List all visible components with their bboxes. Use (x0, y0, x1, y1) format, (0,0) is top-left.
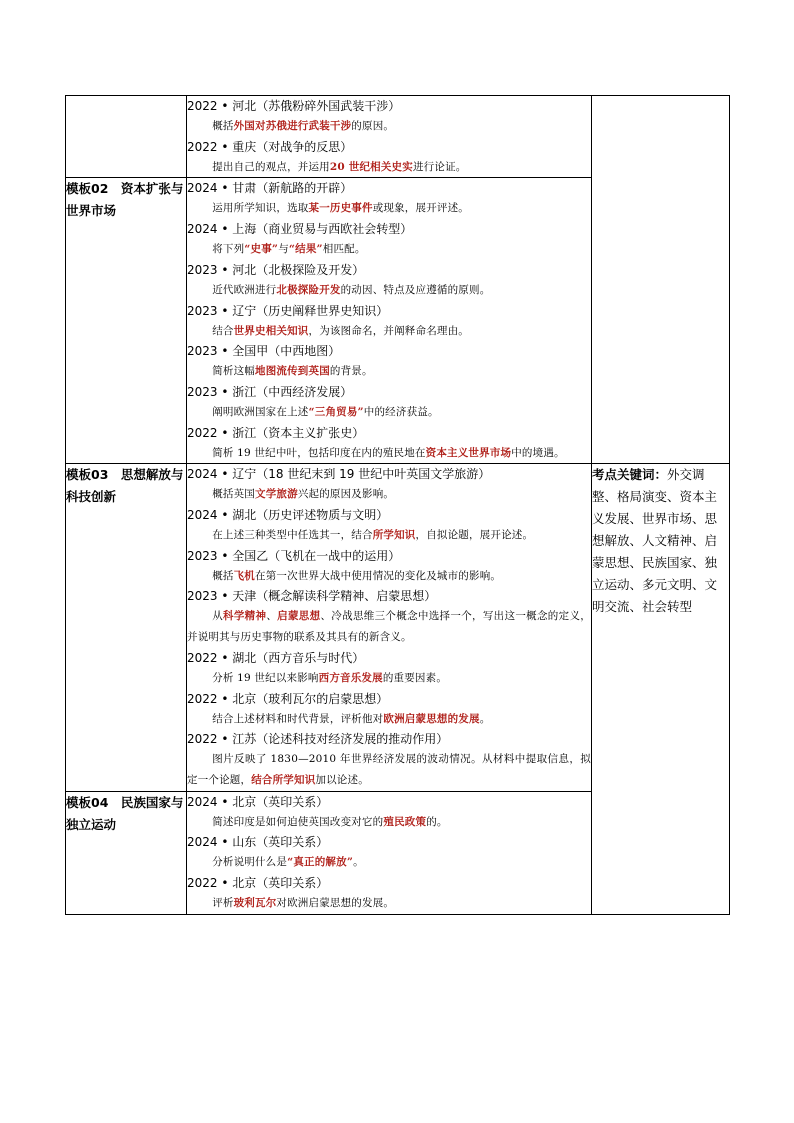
exam-item-question (187, 361, 591, 382)
question-text: 分析 19 世纪以来影响 (212, 671, 319, 684)
question-text: 提出自己的观点，并运用 (212, 160, 330, 173)
exam-item-question (187, 893, 591, 914)
exam-item-question (187, 280, 591, 301)
exam-item-source: 2023 • 辽宁（历史阐释世界史知识） (187, 303, 389, 318)
highlight-text: “史事” (244, 243, 279, 256)
highlight-text: 殖民政策 (383, 815, 427, 828)
question-text: 与 (278, 243, 289, 256)
exam-item-question (187, 484, 591, 505)
exam-item (187, 260, 591, 301)
exam-item-question (187, 606, 591, 647)
exam-item (187, 689, 591, 730)
exam-item (187, 546, 591, 587)
highlight-text: 欧洲启蒙思想的发展 (383, 712, 480, 725)
question-text: 从 (212, 610, 224, 623)
exam-item (187, 382, 591, 423)
exam-item (187, 219, 591, 260)
exam-item-question (187, 525, 591, 546)
table-row (66, 96, 730, 178)
question-text: 进行论证。 (412, 160, 467, 173)
exam-item-question (187, 709, 591, 730)
question-text: 阐明欧洲国家在上述 (212, 405, 309, 418)
exam-item-question (187, 116, 591, 137)
question-text: 概括 (212, 120, 234, 132)
exam-item-source: 2022 • 北京（英印关系） (187, 876, 329, 891)
question-text: 评析 (212, 897, 234, 910)
exam-item (187, 137, 591, 178)
question-text: 运用所学知识，选取 (212, 202, 309, 215)
items-cell (187, 96, 592, 178)
template-label: 模板02 资本扩张与世界市场 (66, 178, 187, 464)
question-text: 简析 19 世纪中叶，包括印度在内的殖民地在 (212, 446, 426, 459)
question-text: 结合上述材料和时代背景，评析他对 (212, 712, 384, 725)
question-text: 在上述三种类型中任选其一，结合 (212, 529, 373, 542)
question-text: 图片反映了 1830—2010 年世界经济发展的波动情况。从材料中提取信息，拟定一个论题， (187, 753, 591, 786)
highlight-text: 地图流传到英国 (255, 365, 330, 378)
question-text: 的原因。 (351, 120, 395, 132)
keywords-label: 考点关键词： (592, 467, 668, 483)
highlight-text: 文学旅游 (255, 488, 298, 501)
exam-item-source: 2022 • 河北（苏俄粉碎外国武装干涉） (187, 99, 401, 113)
exam-item-source: 2024 • 北京（英印关系） (187, 794, 329, 809)
items-cell (187, 791, 592, 914)
template-label: 模板03 思想解放与科技创新 (66, 464, 187, 791)
highlight-text: 启蒙思想 (277, 610, 321, 623)
exam-item (187, 832, 591, 873)
exam-item-source: 2024 • 甘肃（新航路的开辟） (187, 181, 353, 196)
question-text: 分析说明什么是 (212, 856, 288, 869)
question-text: 概括 (212, 569, 234, 582)
question-text: 将下列 (212, 243, 245, 256)
exam-item (187, 586, 591, 647)
exam-item-question (187, 157, 591, 178)
question-text: 相匹配。 (322, 243, 366, 256)
table-row (66, 464, 730, 791)
highlight-text: 结合所学知识 (251, 773, 316, 786)
exam-item-source: 2022 • 江苏（论述科技对经济发展的推动作用） (187, 732, 449, 747)
highlight-text: 某一历史事件 (308, 202, 373, 215)
highlight-text: 飞机 (233, 569, 255, 582)
question-text: 中的经济获益。 (363, 405, 439, 418)
exam-item (187, 729, 591, 790)
keywords-text: 外交调整、格局演变、资本主义发展、世界市场、思想解放、人文精神、启蒙思想、民族国家、独立运动、多元文明、文明交流、社会转型 (592, 467, 718, 615)
question-text: 概括英国 (212, 488, 255, 501)
question-text: 的背景。 (329, 365, 373, 378)
highlight-text: 外国对苏俄进行武装干涉 (233, 120, 352, 132)
question-text: 结合 (212, 324, 234, 337)
exam-item (187, 301, 591, 342)
question-text: 对欧洲启蒙思想的发展。 (276, 897, 395, 910)
highlight-text: 资本主义世界市场 (425, 446, 512, 459)
question-text: 的。 (426, 815, 448, 828)
question-text: 或现象，展开评述。 (372, 202, 470, 215)
question-text: 近代欧洲进行 (212, 283, 277, 296)
exam-item-question (187, 239, 591, 260)
exam-item (187, 792, 591, 833)
exam-item (187, 873, 591, 914)
exam-item-question (187, 812, 591, 833)
question-text: 中的境遇。 (511, 446, 565, 459)
question-text: 简析这幅 (212, 365, 255, 378)
question-text: 兴起的原因及影响。 (297, 488, 395, 501)
exam-item-source: 2022 • 重庆（对战争的反思） (187, 139, 353, 154)
exam-item-question (187, 749, 591, 790)
exam-item (187, 464, 591, 505)
highlight-text: 科学精神 (223, 610, 267, 623)
exam-item (187, 341, 591, 382)
highlight-text: 所学知识 (372, 529, 416, 542)
question-text: 简述印度是如何迫使英国改变对它的 (212, 815, 384, 828)
template-label: 模板04 民族国家与独立运动 (66, 791, 187, 914)
keywords-cell (592, 464, 730, 914)
exam-item-source: 2024 • 上海（商业贸易与西欧社会转型） (187, 222, 413, 237)
exam-item-source: 2022 • 湖北（西方音乐与时代） (187, 650, 365, 665)
exam-item (187, 423, 591, 464)
exam-item-source: 2024 • 湖北（历史评述物质与文明） (187, 508, 389, 523)
question-text: 、冷战思维三个概念中选择一个，写出这一概念的定义，并说明其与历史事物的联系及其具有的新含义。 (187, 610, 591, 644)
highlight-text: “真正的解放” (287, 856, 354, 869)
exam-item-source: 2024 • 山东（英印关系） (187, 835, 329, 850)
question-text: 、 (266, 610, 278, 623)
highlight-text: 西方音乐发展 (318, 671, 383, 684)
exam-item-question (187, 668, 591, 689)
items-cell (187, 464, 592, 791)
exam-item-source: 2023 • 全国甲（中西地图） (187, 344, 341, 359)
exam-item-source: 2023 • 浙江（中西经济发展） (187, 384, 353, 399)
empty-cell (592, 96, 730, 464)
exam-item (187, 96, 591, 137)
question-text: 在第一次世界大战中使用情况的变化及城市的影响。 (255, 569, 502, 582)
highlight-text: 世界史相关知识 (233, 324, 309, 337)
highlight-text: 北极探险开发 (276, 283, 341, 296)
question-text: 的动因、特点及应遵循的原则。 (340, 283, 491, 296)
exam-topic-table (65, 95, 730, 915)
question-text: ，自拟论题，展开论述。 (415, 529, 534, 542)
exam-item-question (187, 198, 591, 219)
template-label (66, 96, 187, 178)
exam-item (187, 505, 591, 546)
question-text: 。 (353, 856, 364, 869)
exam-item-source: 2022 • 北京（玻利瓦尔的启蒙思想） (187, 691, 389, 706)
exam-item-source: 2022 • 浙江（资本主义扩张史） (187, 425, 365, 440)
exam-item-source: 2023 • 天津（概念解读科学精神、启蒙思想） (187, 589, 437, 604)
question-text: 的重要因素。 (382, 671, 448, 684)
exam-item-source: 2024 • 辽宁（18 世纪末到 19 世纪中叶英国文学旅游） (187, 467, 491, 482)
exam-item-source: 2023 • 河北（北极探险及开发） (187, 262, 365, 277)
exam-item-question (187, 402, 591, 423)
items-cell (187, 178, 592, 464)
exam-item-question (187, 321, 591, 342)
question-text: ，为该图命名，并阐释命名理由。 (308, 324, 469, 337)
exam-item (187, 178, 591, 219)
exam-item-question (187, 566, 591, 587)
highlight-text: 玻利瓦尔 (233, 897, 277, 910)
highlight-text: 20 世纪相关史实 (329, 160, 413, 173)
question-text: 加以论述。 (315, 773, 369, 786)
highlight-text: “结果” (288, 243, 323, 256)
highlight-text: “三角贸易” (308, 405, 364, 418)
exam-item-question (187, 852, 591, 873)
exam-item (187, 648, 591, 689)
exam-item-source: 2023 • 全国乙（飞机在一战中的运用） (187, 548, 401, 563)
exam-item-question (187, 443, 591, 464)
question-text: 。 (479, 712, 491, 725)
